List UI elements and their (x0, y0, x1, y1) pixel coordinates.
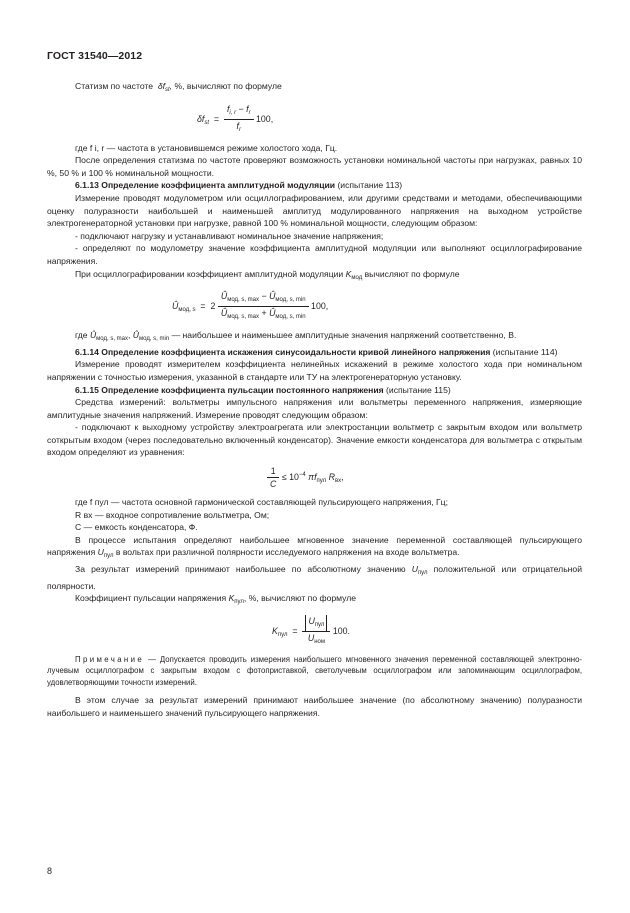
document-body (47, 80, 582, 720)
formula-modulation: $Û_{мод, s} = 2$ $\frac{Û_{мод, s, max} - Û_{мод, s, min}}{Û_{мод, s, max} + Û_{мод, s, min}}$ 100, (172, 290, 582, 323)
paragraph-where-umax-umin: где $Û_{мод, s, max}$, $Û_{мод, s, min}$ — наибольшее и наименьшее амплитудные значения напряжений соответственно, В. (75, 330, 517, 343)
formula-ripple: $K_{пул}$ = $\frac{U_{пул}}{U_{ном}}$ 100. (272, 615, 582, 648)
paragraph-ripple-coef: Коэффициент пульсации напряжения $K_{пул}$, %, вычисляют по формуле (75, 593, 357, 606)
page-number: 8 (47, 866, 53, 876)
paragraph-test-process: В процессе испытания определяют наибольшее мгновенное значение переменной составляющей пульсирующего напряжения $U_{пул}$ в вольтах при различной полярности исследуемого напряжения на входе вольтметра. (47, 534, 582, 560)
paragraph-where-fir: где f i, r — частота в установившемся режиме холостого хода, Гц. (75, 142, 338, 153)
paragraph-distortion-measure: Измерение проводят измерителем коэффициента нелинейных искажений в режиме холостого хода при номинальном напряжении с точностью измерения, указанной в стандарте или ТУ на электрогенераторную установку. (47, 359, 582, 382)
paragraph-measuring-means: Средства измерений: вольтметры импульсного напряжения или вольтметры переменного напряжения, измеряющие амплитудные значения напряжений. Измерение проводят следующим образом: (47, 397, 582, 420)
formula-fraction: $\frac{Û_{мод, s, max} - Û_{мод, s, min}}{Û_{мод, s, max} + Û_{мод, s, min}}$ (218, 290, 309, 323)
section-6-1-13: 6.1.13 Определение коэффициента амплитудной модуляции (испытание 113) (75, 180, 403, 191)
list-item-modulometer: - определяют по модулометру значение коэффициента амплитудной модуляции или выполняют осциллографирование напряжения. (47, 243, 582, 266)
list-item-load: - подключают нагрузку и устанавливают номинальное значение напряжения; (75, 230, 384, 241)
paragraph-oscillography: При осциллографировании коэффициент амплитудной модуляции $K_{мод}$ вычисляют по формуле (75, 268, 460, 281)
formula-fraction: $\frac{1}{C}$ (267, 465, 279, 490)
formula-fraction: $\frac{U_{пул}}{U_{ном}}$ (302, 615, 330, 648)
paragraph-after-statism: После определения статизма по частоте проверяют возможность установки номинальной частоты при нагрузках, равных 10 %, 50 % и 100 % номинальной мощности. (47, 155, 582, 178)
note: Примечание — Допускается проводить измерения наибольшего мгновенного значения переменной составляющей электронно-лучевым осциллографом с закрытым входом с фотоприставкой, светолучевым осциллографом или запоминающим осциллографом, удовлетворяющими точности измерений. (47, 654, 582, 687)
paragraph-where-c: C — емкость конденсатора, Ф. (75, 522, 198, 533)
section-6-1-15: 6.1.15 Определение коэффициента пульсации постоянного напряжения (испытание 115) (75, 384, 451, 395)
section-6-1-14: 6.1.14 Определение коэффициента искажения синусоидальности кривой линейного напряжения (испытание 114) (75, 346, 558, 357)
paragraph-result: За результат измерений принимают наибольшее по абсолютному значению $U_{пул}$ положительной или отрицательной полярности. (47, 564, 582, 591)
list-item-connect-voltmeter: - подключают к выходному устройству электроагрегата или электростанции вольтметр с закрытым входом или вольтметр соткрытым входом (через последовательно включенный конденсатор). Значение емкости конденсатора для вольтметра с открытым входом определяют из уравнения: (47, 422, 582, 458)
paragraph-where-rin: R вх — входное сопротивление вольтметра, Ом; (75, 509, 270, 520)
paragraph-statism: Статизм по частоте $\delta f_{st}$, %, вычисляют по формуле (75, 81, 282, 93)
formula-capacitance: $\frac{1}{C}$ ≤ $10^{-4}$ $\pi f_{пул}$ $R_{вх}$, (267, 465, 582, 490)
paragraph-final: В этом случае за результат измерений принимают наибольшее значение (по абсолютному значению) полуразности наибольшего и наименьшего значений пульсирующего напряжения. (47, 695, 582, 718)
formula-fraction: $\frac{f_{i, r} - f_r}{f_r}$ (224, 103, 254, 136)
formula-statism: $\delta f_{st}$ = $\frac{f_{i, r} - f_r}{f_r}$ 100, (197, 103, 582, 136)
paragraph-modulation-measure: Измерение проводят модулометром или осциллографированием, или другими средствами и методами, обеспечивающими оценку полуразности наибольшей и наименьшей амплитуд модулированного напряжения на выходном устройстве электрогенераторной установки при нагрузке, равной 100 % номинальной мощности, следующим образом: (47, 192, 582, 229)
document-header: ГОСТ 31540—2012 (47, 50, 143, 62)
paragraph-where-fpul: где f пул — частота основной гармонической составляющей пульсирующего напряжения, Гц; (75, 497, 448, 508)
